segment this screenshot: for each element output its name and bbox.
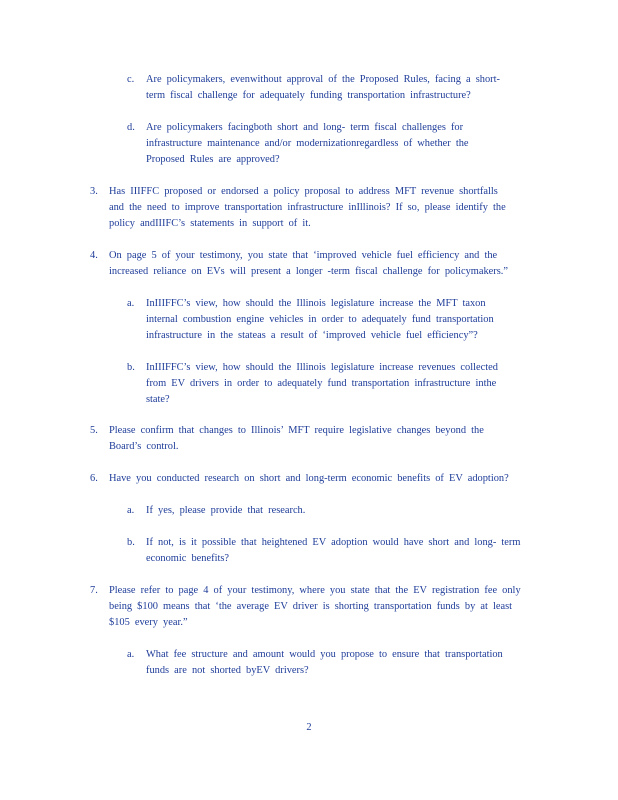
item-marker: b. xyxy=(127,362,135,373)
item-text: Are policymakers facingboth short and long- term fiscal challenges for infrastructure maintenance and/or modernizationregardless of whether the Proposed Rules are approved? xyxy=(146,122,469,165)
item-marker: 7. xyxy=(90,585,98,596)
page-number: 2 xyxy=(306,722,312,733)
item-text: Has IIIFFC proposed or endorsed a policy proposal to address MFT revenue shortfalls and the need to improve transportation infrastructure inIllinois? If so, please identify the policy andIIIFC’s statements in support of it. xyxy=(109,186,506,229)
item-text: What fee structure and amount would you propose to ensure that transportation funds are not shorted byEV drivers? xyxy=(146,649,503,676)
item-marker: a. xyxy=(127,298,135,309)
item-text: On page 5 of your testimony, you state that ‘improved vehicle fuel efficiency and the increased reliance on EVs will present a longer -term fiscal challenge for policymakers.” xyxy=(109,250,508,277)
item-text: Please confirm that changes to Illinois’ MFT require legislative changes beyond the Board’s control. xyxy=(109,425,484,452)
item-marker: a. xyxy=(127,649,135,660)
item-marker: c. xyxy=(127,74,135,85)
item-text: InIIIFFC’s view, how should the Illinois legislature increase revenues collected from EV drivers in order to adequately fund transportation infrastructure inthe state? xyxy=(146,362,498,405)
item-marker: 3. xyxy=(90,186,98,197)
item-text: Have you conducted research on short and long-term economic benefits of EV adoption? xyxy=(109,473,509,484)
item-marker: b. xyxy=(127,537,135,548)
item-text: Please refer to page 4 of your testimony, where you state that the EV registration fee only being $100 means that ‘the average EV driver is shorting transportation funds by at least $105 every year.” xyxy=(109,585,521,628)
item-marker: a. xyxy=(127,505,135,516)
item-text: InIIIFFC’s view, how should the Illinois legislature increase the MFT taxon internal combustion engine vehicles in order to adequately fund transportation infrastructure in the stateas a result of ‘improved vehicle fuel efficiency”? xyxy=(146,298,494,341)
item-marker: d. xyxy=(127,122,135,133)
item-text: If not, is it possible that heightened EV adoption would have short and long- term economic benefits? xyxy=(146,537,521,564)
item-marker: 6. xyxy=(90,473,98,484)
item-text: If yes, please provide that research. xyxy=(146,505,306,516)
item-marker: 5. xyxy=(90,425,98,436)
item-marker: 4. xyxy=(90,250,98,261)
item-text: Are policymakers, evenwithout approval of the Proposed Rules, facing a short- term fiscal challenge for adequately funding transportation infrastructure? xyxy=(146,74,500,101)
